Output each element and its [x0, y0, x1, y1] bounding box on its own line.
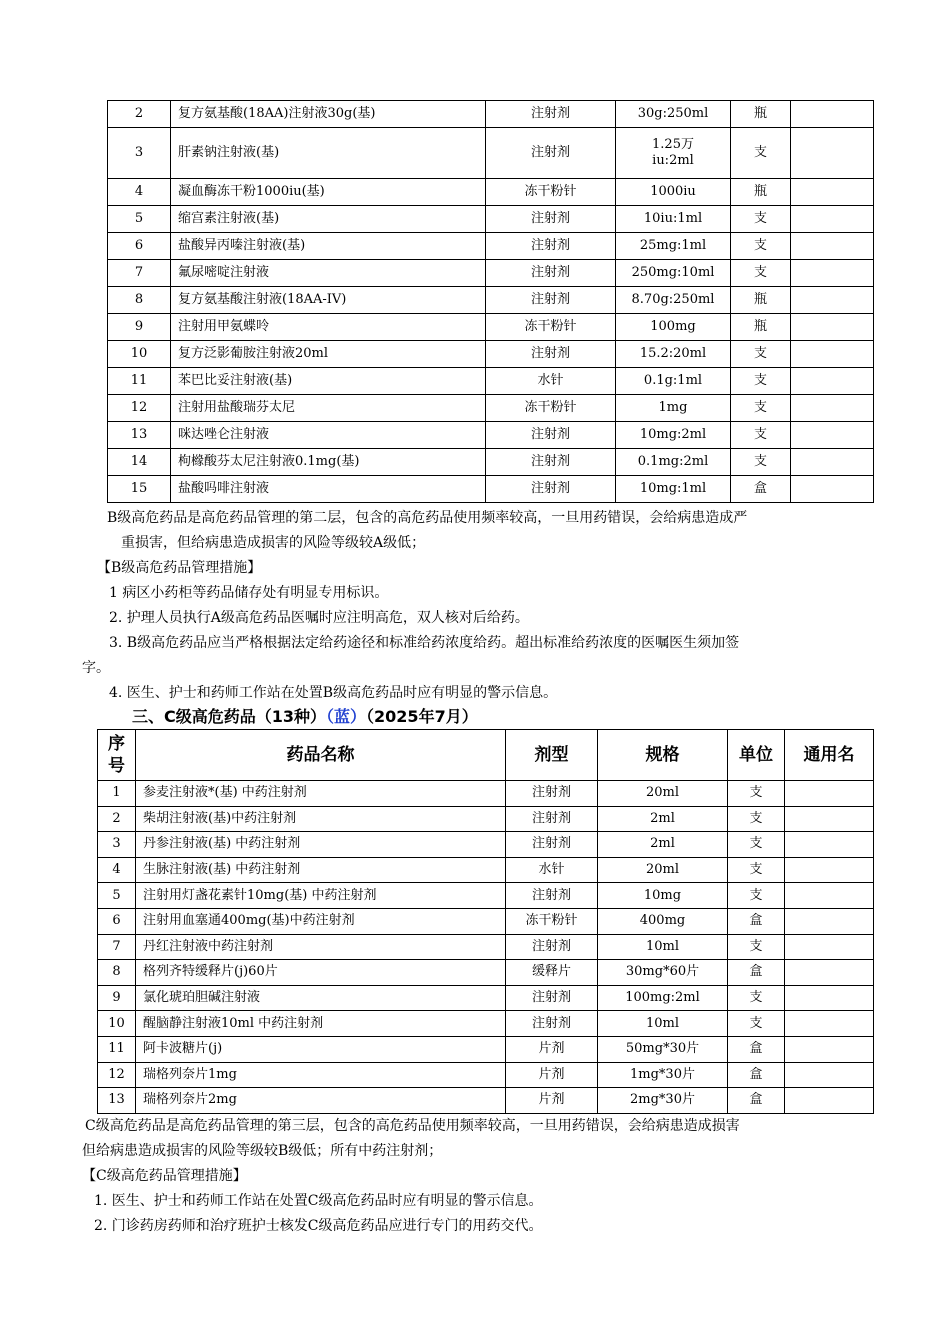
cell-form: 注射剂	[486, 101, 616, 128]
b-level-drug-table	[107, 100, 874, 503]
cell-form: 冻干粉针	[486, 179, 616, 206]
cell-name: 肝素钠注射液(基)	[171, 128, 486, 179]
header-form: 剂型	[506, 730, 598, 781]
cell-unit: 盒	[728, 1062, 785, 1088]
cell-no: 9	[98, 985, 136, 1011]
table-row	[108, 101, 874, 128]
b-level-description-line2: 重损害，但给病患造成损害的风险等级较A级低；	[121, 535, 426, 551]
c-level-description-line2: 但给病患造成损害的风险等级较B级低；所有中药注射剂；	[82, 1143, 443, 1159]
table-row	[98, 857, 874, 883]
b-level-measures-title: 【B级高危药品管理措施】	[97, 560, 262, 576]
cell-no: 5	[108, 206, 171, 233]
cell-unit: 支	[731, 206, 791, 233]
table-row	[98, 934, 874, 960]
cell-name: 苯巴比妥注射液(基)	[171, 368, 486, 395]
cell-no: 10	[108, 341, 171, 368]
cell-name: 注射用灯盏花素针10mg(基) 中药注射剂	[136, 883, 506, 909]
cell-no: 15	[108, 476, 171, 503]
table-row	[98, 883, 874, 909]
cell-generic	[791, 179, 874, 206]
table-row	[108, 260, 874, 287]
cell-spec: 10mg:2ml	[616, 422, 731, 449]
cell-form: 水针	[506, 857, 598, 883]
c-level-section-heading	[132, 707, 478, 727]
cell-unit: 支	[731, 341, 791, 368]
cell-generic	[785, 883, 874, 909]
cell-form: 注射剂	[486, 260, 616, 287]
cell-generic	[791, 341, 874, 368]
cell-name: 注射用甲氨蝶呤	[171, 314, 486, 341]
cell-no: 4	[108, 179, 171, 206]
c-level-heading-date: （2025年7月）	[366, 707, 478, 726]
cell-generic	[791, 368, 874, 395]
cell-form: 水针	[486, 368, 616, 395]
header-generic: 通用名	[785, 730, 874, 781]
cell-form: 注射剂	[506, 934, 598, 960]
table-row	[98, 908, 874, 934]
cell-no: 13	[108, 422, 171, 449]
table-row	[108, 395, 874, 422]
cell-name: 丹参注射液(基) 中药注射剂	[136, 832, 506, 858]
cell-no: 10	[98, 1011, 136, 1037]
b-level-measure-2: 2. 护理人员执行A级高危药品医嘱时应注明高危，双人核对后给药。	[109, 610, 529, 626]
cell-unit: 支	[731, 422, 791, 449]
cell-unit: 瓶	[731, 101, 791, 128]
cell-form: 注射剂	[486, 287, 616, 314]
cell-generic	[791, 476, 874, 503]
cell-unit: 支	[728, 883, 785, 909]
b-level-measure-3-line2: 字。	[82, 660, 110, 676]
cell-name: 丹红注射液中药注射剂	[136, 934, 506, 960]
cell-no: 12	[108, 395, 171, 422]
cell-form: 注射剂	[486, 449, 616, 476]
table-row	[108, 422, 874, 449]
cell-name: 注射用盐酸瑞芬太尼	[171, 395, 486, 422]
table-row	[108, 287, 874, 314]
cell-no: 7	[108, 260, 171, 287]
c-level-measure-1: 1. 医生、护士和药师工作站在处置C级高危药品时应有明显的警示信息。	[94, 1193, 543, 1209]
table-row	[108, 233, 874, 260]
cell-spec: 2ml	[598, 806, 728, 832]
cell-generic	[791, 422, 874, 449]
cell-generic	[785, 1062, 874, 1088]
cell-generic	[785, 806, 874, 832]
cell-generic	[785, 934, 874, 960]
cell-generic	[785, 1011, 874, 1037]
cell-name: 生脉注射液(基) 中药注射剂	[136, 857, 506, 883]
cell-unit: 支	[731, 233, 791, 260]
table-row	[108, 476, 874, 503]
cell-name: 阿卡波糖片(j)	[136, 1036, 506, 1062]
cell-generic	[785, 832, 874, 858]
cell-form: 冻干粉针	[486, 395, 616, 422]
cell-unit: 盒	[728, 1088, 785, 1114]
cell-spec: 100mg	[616, 314, 731, 341]
cell-spec: 15.2:20ml	[616, 341, 731, 368]
cell-no: 8	[108, 287, 171, 314]
cell-unit: 支	[731, 449, 791, 476]
cell-unit: 盒	[731, 476, 791, 503]
cell-form: 缓释片	[506, 960, 598, 986]
cell-form: 注射剂	[506, 883, 598, 909]
cell-form: 冻干粉针	[506, 908, 598, 934]
cell-name: 瑞格列奈片1mg	[136, 1062, 506, 1088]
table-row	[98, 832, 874, 858]
table-row	[98, 1011, 874, 1037]
cell-name: 氟尿嘧啶注射液	[171, 260, 486, 287]
cell-name: 格列齐特缓释片(j)60片	[136, 960, 506, 986]
cell-name: 凝血酶冻干粉1000iu(基)	[171, 179, 486, 206]
cell-unit: 盒	[728, 908, 785, 934]
cell-no: 14	[108, 449, 171, 476]
cell-spec: 1.25万 iu:2ml	[616, 128, 731, 179]
cell-name: 参麦注射液*(基) 中药注射剂	[136, 781, 506, 807]
table-row	[108, 314, 874, 341]
cell-name: 盐酸异丙嗪注射液(基)	[171, 233, 486, 260]
header-unit: 单位	[728, 730, 785, 781]
cell-unit: 瓶	[731, 314, 791, 341]
cell-spec: 10ml	[598, 1011, 728, 1037]
table-row	[108, 368, 874, 395]
table-row	[98, 1088, 874, 1114]
cell-form: 注射剂	[486, 233, 616, 260]
cell-form: 注射剂	[506, 781, 598, 807]
c-level-heading-main: 三、C级高危药品（13种）	[132, 707, 327, 726]
cell-form: 注射剂	[486, 128, 616, 179]
c-level-heading-color-tag: （蓝）	[326, 707, 367, 726]
cell-name: 咪达唑仑注射液	[171, 422, 486, 449]
cell-no: 8	[98, 960, 136, 986]
table-row	[98, 1036, 874, 1062]
cell-spec: 0.1g:1ml	[616, 368, 731, 395]
cell-form: 注射剂	[506, 806, 598, 832]
table-row	[98, 960, 874, 986]
cell-no: 3	[108, 128, 171, 179]
cell-form: 片剂	[506, 1062, 598, 1088]
cell-no: 6	[108, 233, 171, 260]
cell-spec: 20ml	[598, 781, 728, 807]
cell-name: 盐酸吗啡注射液	[171, 476, 486, 503]
cell-unit: 支	[728, 781, 785, 807]
cell-name: 醒脑静注射液10ml 中药注射剂	[136, 1011, 506, 1037]
cell-generic	[785, 857, 874, 883]
cell-spec: 10mg	[598, 883, 728, 909]
cell-spec: 2mg*30片	[598, 1088, 728, 1114]
cell-generic	[785, 908, 874, 934]
cell-spec: 8.70g:250ml	[616, 287, 731, 314]
table-row	[108, 206, 874, 233]
cell-no: 11	[108, 368, 171, 395]
cell-unit: 瓶	[731, 287, 791, 314]
cell-form: 注射剂	[506, 985, 598, 1011]
header-name: 药品名称	[136, 730, 506, 781]
cell-generic	[785, 1088, 874, 1114]
table-row	[98, 1062, 874, 1088]
header-spec: 规格	[598, 730, 728, 781]
cell-no: 6	[98, 908, 136, 934]
cell-spec: 100mg:2ml	[598, 985, 728, 1011]
cell-no: 7	[98, 934, 136, 960]
cell-no: 3	[98, 832, 136, 858]
cell-spec: 25mg:1ml	[616, 233, 731, 260]
cell-no: 2	[98, 806, 136, 832]
cell-generic	[791, 260, 874, 287]
cell-spec: 250mg:10ml	[616, 260, 731, 287]
header-no: 序 号	[98, 730, 136, 781]
cell-spec: 400mg	[598, 908, 728, 934]
cell-spec: 0.1mg:2ml	[616, 449, 731, 476]
cell-name: 柴胡注射液(基)中药注射剂	[136, 806, 506, 832]
cell-form: 注射剂	[486, 341, 616, 368]
cell-generic	[791, 395, 874, 422]
cell-no: 4	[98, 857, 136, 883]
cell-spec: 20ml	[598, 857, 728, 883]
table-row	[98, 781, 874, 807]
cell-form: 注射剂	[486, 476, 616, 503]
cell-no: 1	[98, 781, 136, 807]
cell-generic	[791, 101, 874, 128]
cell-generic	[791, 449, 874, 476]
cell-unit: 支	[731, 395, 791, 422]
cell-unit: 支	[728, 857, 785, 883]
cell-spec: 50mg*30片	[598, 1036, 728, 1062]
cell-spec: 1000iu	[616, 179, 731, 206]
cell-spec: 10iu:1ml	[616, 206, 731, 233]
table-row	[98, 985, 874, 1011]
c-level-measures-title: 【C级高危药品管理措施】	[82, 1168, 247, 1184]
cell-unit: 盒	[728, 960, 785, 986]
cell-form: 片剂	[506, 1088, 598, 1114]
c-level-drug-table	[97, 729, 874, 1114]
cell-form: 注射剂	[486, 206, 616, 233]
cell-unit: 支	[728, 934, 785, 960]
cell-no: 11	[98, 1036, 136, 1062]
cell-spec: 10ml	[598, 934, 728, 960]
cell-spec: 2ml	[598, 832, 728, 858]
cell-unit: 瓶	[731, 179, 791, 206]
cell-unit: 支	[728, 806, 785, 832]
cell-generic	[791, 206, 874, 233]
c-level-measure-2: 2. 门诊药房药师和治疗班护士核发C级高危药品应进行专门的用药交代。	[94, 1218, 543, 1234]
cell-no: 13	[98, 1088, 136, 1114]
table-header-row	[98, 730, 874, 781]
cell-spec: 30mg*60片	[598, 960, 728, 986]
cell-name: 复方泛影葡胺注射液20ml	[171, 341, 486, 368]
cell-name: 氯化琥珀胆碱注射液	[136, 985, 506, 1011]
cell-unit: 支	[728, 1011, 785, 1037]
table-row	[108, 179, 874, 206]
cell-spec: 10mg:1ml	[616, 476, 731, 503]
cell-name: 复方氨基酸(18AA)注射液30g(基)	[171, 101, 486, 128]
cell-unit: 支	[728, 985, 785, 1011]
b-level-measure-3-line1: 3. B级高危药品应当严格根据法定给药途径和标准给药浓度给药。超出标准给药浓度的医嘱医生须加签	[109, 635, 740, 651]
cell-no: 12	[98, 1062, 136, 1088]
table-row	[108, 341, 874, 368]
table-row	[108, 128, 874, 179]
cell-spec: 30g:250ml	[616, 101, 731, 128]
cell-generic	[791, 314, 874, 341]
cell-unit: 支	[728, 832, 785, 858]
cell-form: 注射剂	[486, 422, 616, 449]
cell-name: 瑞格列奈片2mg	[136, 1088, 506, 1114]
cell-generic	[785, 985, 874, 1011]
b-level-measure-4: 4. 医生、护士和药师工作站在处置B级高危药品时应有明显的警示信息。	[109, 685, 558, 701]
cell-no: 9	[108, 314, 171, 341]
cell-spec: 1mg*30片	[598, 1062, 728, 1088]
cell-no: 5	[98, 883, 136, 909]
cell-form: 注射剂	[506, 832, 598, 858]
cell-unit: 支	[731, 368, 791, 395]
table-row	[98, 806, 874, 832]
cell-form: 注射剂	[506, 1011, 598, 1037]
cell-form: 冻干粉针	[486, 314, 616, 341]
cell-name: 注射用血塞通400mg(基)中药注射剂	[136, 908, 506, 934]
cell-unit: 支	[731, 128, 791, 179]
cell-generic	[785, 781, 874, 807]
b-level-measure-1: 1 病区小药柜等药品储存处有明显专用标识。	[109, 585, 389, 601]
c-level-description-line1: C级高危药品是高危药品管理的第三层，包含的高危药品使用频率较高，一旦用药错误，会给病患造成损害	[85, 1118, 740, 1134]
cell-generic	[791, 128, 874, 179]
cell-unit: 支	[731, 260, 791, 287]
cell-unit: 盒	[728, 1036, 785, 1062]
cell-name: 缩宫素注射液(基)	[171, 206, 486, 233]
table-row	[108, 449, 874, 476]
cell-no: 2	[108, 101, 171, 128]
cell-name: 复方氨基酸注射液(18AA-IV)	[171, 287, 486, 314]
cell-generic	[791, 287, 874, 314]
cell-generic	[785, 1036, 874, 1062]
cell-generic	[791, 233, 874, 260]
cell-name: 枸橼酸芬太尼注射液0.1mg(基)	[171, 449, 486, 476]
cell-spec: 1mg	[616, 395, 731, 422]
cell-form: 片剂	[506, 1036, 598, 1062]
cell-generic	[785, 960, 874, 986]
b-level-description-line1: B级高危药品是高危药品管理的第二层，包含的高危药品使用频率较高，一旦用药错误，会给病患造成严	[107, 510, 748, 526]
